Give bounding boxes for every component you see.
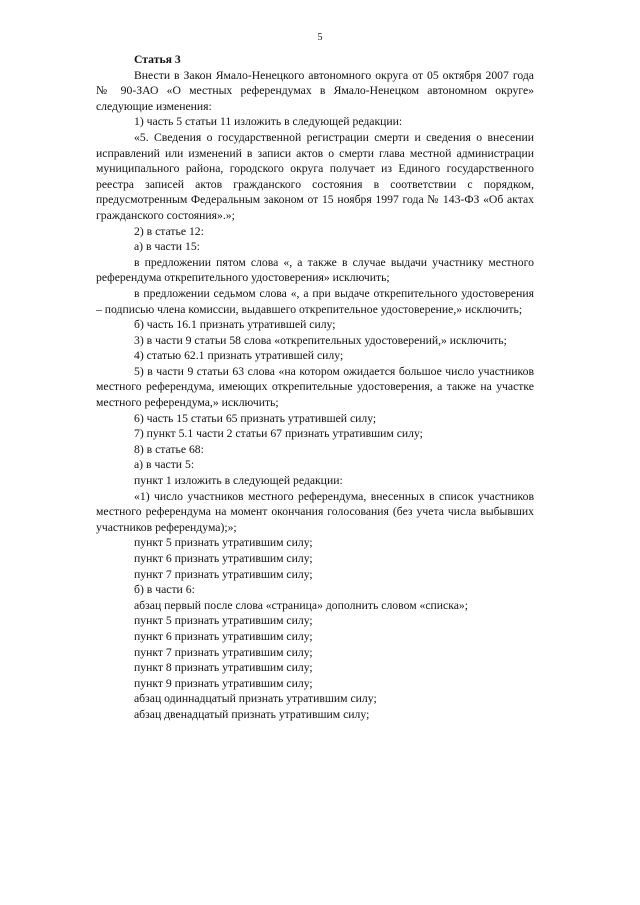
paragraph: 4) статью 62.1 признать утратившей силу; [134, 349, 344, 363]
paragraph: пункт 5 признать утратившим силу; [134, 614, 313, 628]
paragraph: 8) в статье 68: [134, 442, 204, 456]
paragraph: 1) часть 5 статьи 11 изложить в следующей редакции: [134, 115, 403, 129]
paragraph: б) часть 16.1 признать утратившей силу; [134, 318, 336, 332]
paragraph: в предложении седьмом слова «, а при выдаче открепительного удостоверения – подписью члена комиссии, выдавшего открепительное удостоверение,» исключить; [96, 286, 534, 316]
paragraph: абзац двенадцатый признать утратившим силу; [134, 707, 370, 721]
paragraph: 7) пункт 5.1 части 2 статьи 67 признать утратившим силу; [134, 427, 423, 441]
paragraph: пункт 7 признать утратившим силу; [134, 645, 313, 659]
paragraph: абзац первый после слова «страница» дополнить словом «списка»; [134, 598, 469, 612]
paragraph: пункт 9 признать утратившим силу; [134, 676, 313, 690]
paragraph: а) в части 5: [134, 458, 195, 472]
paragraph: пункт 8 признать утратившим силу; [134, 661, 313, 675]
paragraph: пункт 1 изложить в следующей редакции: [134, 474, 343, 488]
paragraph: 6) часть 15 статьи 65 признать утратившей силу; [134, 411, 377, 425]
page-number: 5 [317, 32, 323, 43]
paragraph: б) в части 6: [134, 583, 195, 597]
paragraph: «5. Сведения о государственной регистрации смерти и сведения о внесении исправлений или изменений в записи актов о смерти глава местной администрации муниципального района, городского округа получает из Единого государственного реестра записей актов гражданского состояния в соответствии с порядком, предусмотренным Федеральным законом от 15 ноября 1997 года № 143-ФЗ «Об актах гражданского состояния».»; [96, 130, 534, 222]
paragraph: в предложении пятом слова «, а также в случае выдачи участнику местного референдума открепительного удостоверения» исключить; [96, 255, 534, 285]
paragraph: Внести в Закон Ямало-Ненецкого автономного округа от 05 октября 2007 года № 90-ЗАО «О местных референдумах в Ямало-Ненецком автономном округе» следующие изменения: [96, 68, 534, 113]
article-heading: Статья 3 [134, 53, 181, 66]
paragraph: пункт 7 признать утратившим силу; [134, 567, 313, 581]
paragraph: 3) в части 9 статьи 58 слова «открепительных удостоверений,» исключить; [134, 333, 507, 347]
paragraph: абзац одиннадцатый признать утратившим силу; [134, 692, 377, 706]
paragraph: а) в части 15: [134, 240, 200, 254]
paragraph: «1) число участников местного референдума, внесенных в список участников местного референдума на момент окончания голосования (без учета числа выбывших участников референдума);»; [96, 489, 534, 534]
document-body [96, 52, 534, 723]
paragraph: пункт 6 признать утратившим силу; [134, 629, 313, 643]
paragraph: пункт 5 признать утратившим силу; [134, 536, 313, 550]
paragraph: 2) в статье 12: [134, 224, 204, 238]
paragraph: 5) в части 9 статьи 63 слова «на котором ожидается большое число участников местного референдума, имеющих открепительные удостоверения, а также на участке местного референдума,» исключить; [96, 364, 534, 410]
paragraph: пункт 6 признать утратившим силу; [134, 552, 313, 565]
